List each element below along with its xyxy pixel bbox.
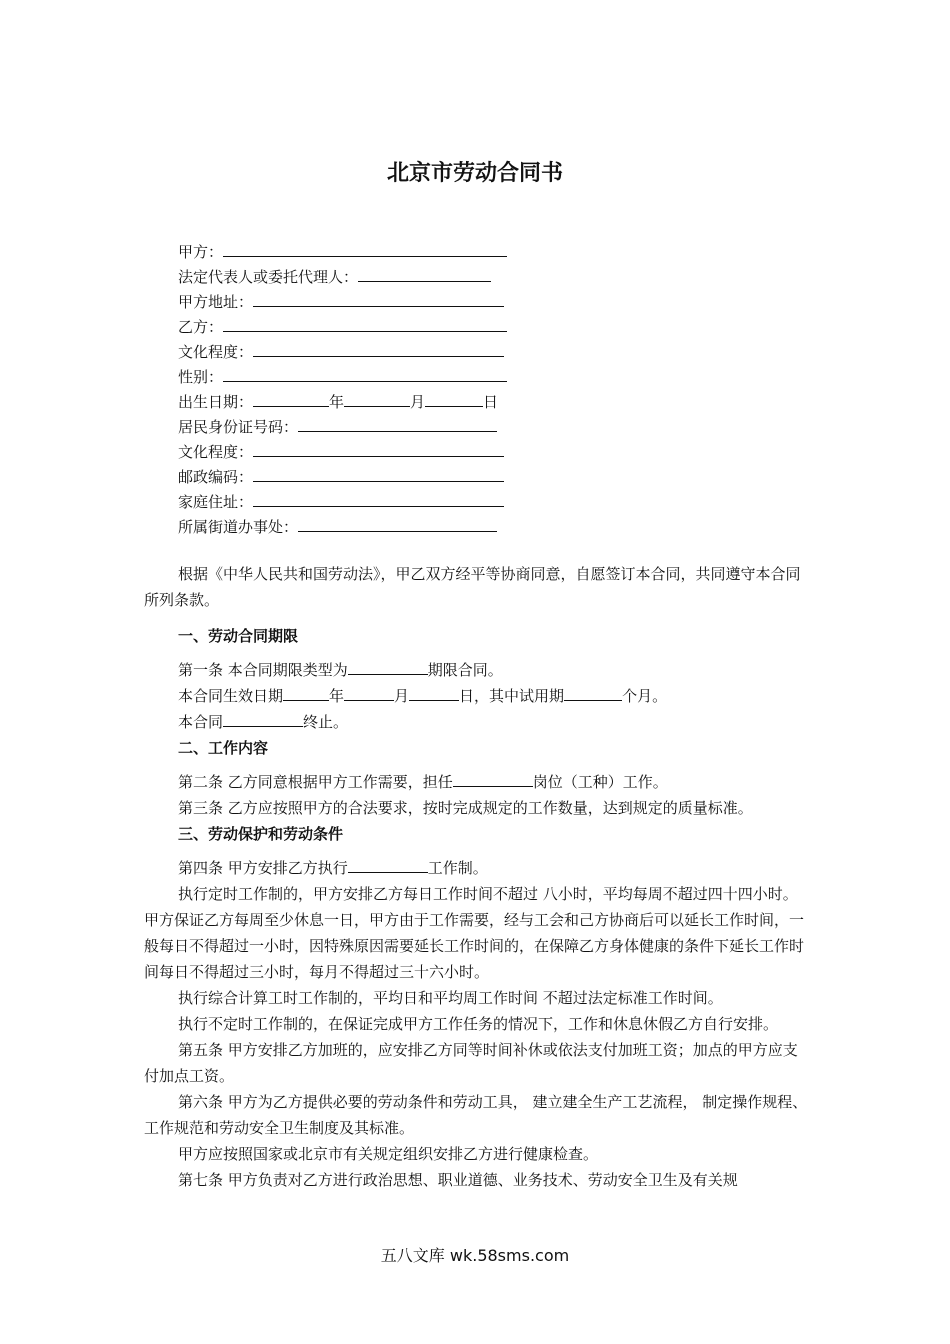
blank-line[interactable] [344,389,410,407]
article-line: 本合同 终止。 [144,709,809,735]
blank-line[interactable] [253,439,504,457]
article-line: 本合同生效日期 年 月 日，其中试用期 个月。 [144,683,809,709]
article-line: 第四条 甲方安排乙方执行 工作制。 [144,855,809,881]
article-paragraph: 执行综合计算工时工作制的，平均日和平均周工作时间 不超过法定标准工作时间。 [178,989,723,1007]
field-party-b: 乙方： [178,314,507,339]
field-postcode: 邮政编码： [178,464,507,489]
blank-line[interactable] [253,339,504,357]
field-gender: 性别： [178,364,507,389]
field-id-number: 居民身份证号码： [178,414,507,439]
contract-body [144,561,809,1193]
field-party-a: 甲方： [178,239,507,264]
article-paragraph: 执行不定时工作制的，在保证完成甲方工作任务的情况下，工作和休息休假乙方自行安排。 [178,1015,779,1033]
field-legal-rep: 法定代表人或委托代理人： [178,264,507,289]
blank-line[interactable] [253,464,504,482]
blank-line[interactable] [409,683,459,701]
article-paragraph: 执行定时工作制的，甲方安排乙方每日工作时间不超过 八小时，平均每周不超过四十四小时。甲方保证乙方每周至少休息一日，甲方由于工作需要，经与工会和己方协商后可以延长工作时间，一般每日不得超过一小时，因特殊原因需要延长工作时间的，在保障乙方身体健康的条件下延长工作时间每日不得超过三小时，每月不得超过三十六小时。 [144,885,805,981]
article-line: 第一条 本合同期限类型为 期限合同。 [144,657,809,683]
blank-line[interactable] [453,769,533,787]
section-heading: 三、劳动保护和劳动条件 [178,825,344,843]
blank-line[interactable] [223,314,507,332]
field-party-a-address: 甲方地址： [178,289,507,314]
article-paragraph: 第五条 甲方安排乙方加班的，应安排乙方同等时间补休或依法支付加班工资；加点的甲方应支付加点工资。 [144,1041,798,1085]
blank-line[interactable] [253,289,504,307]
blank-line[interactable] [223,364,507,382]
field-home-address: 家庭住址： [178,489,507,514]
blank-line[interactable] [564,683,622,701]
article-paragraph: 第六条 甲方为乙方提供必要的劳动条件和劳动工具， 建立建全生产工艺流程， 制定操作规程、工作规范和劳动安全卫生制度及其标准。 [144,1093,808,1137]
article-paragraph: 第七条 甲方负责对乙方进行政治思想、职业道德、业务技术、劳动安全卫生及有关规 [178,1171,738,1189]
intro-paragraph: 根据《中华人民共和国劳动法》，甲乙双方经平等协商同意，自愿签订本合同，共同遵守本合同所列条款。 [144,565,801,609]
field-street-office: 所属街道办事处： [178,514,507,539]
blank-line[interactable] [223,239,507,257]
blank-line[interactable] [223,709,303,727]
field-education-2: 文化程度： [178,439,507,464]
blank-line[interactable] [298,514,497,532]
blank-line[interactable] [283,683,329,701]
section-heading: 一、劳动合同期限 [178,627,299,645]
blank-line[interactable] [253,489,504,507]
blank-line[interactable] [348,657,428,675]
field-education: 文化程度： [178,339,507,364]
article-line: 第三条 乙方应按照甲方的合法要求，按时完成规定的工作数量，达到规定的质量标准。 [178,799,753,817]
blank-line[interactable] [348,855,428,873]
document-title: 北京市劳动合同书 [386,161,563,186]
party-info-fields [178,239,507,539]
blank-line[interactable] [358,264,491,282]
blank-line[interactable] [298,414,497,432]
blank-line[interactable] [344,683,394,701]
blank-line[interactable] [253,389,329,407]
section-heading: 二、工作内容 [178,739,269,757]
field-birth-date: 出生日期： 年 月 日 [178,389,507,414]
watermark-footer: 五八文库 wk.58sms.com [380,1246,570,1265]
article-paragraph: 甲方应按照国家或北京市有关规定组织安排乙方进行健康检查。 [178,1145,599,1163]
blank-line[interactable] [425,389,483,407]
article-line: 第二条 乙方同意根据甲方工作需要，担任 岗位（工种）工作。 [144,769,809,795]
